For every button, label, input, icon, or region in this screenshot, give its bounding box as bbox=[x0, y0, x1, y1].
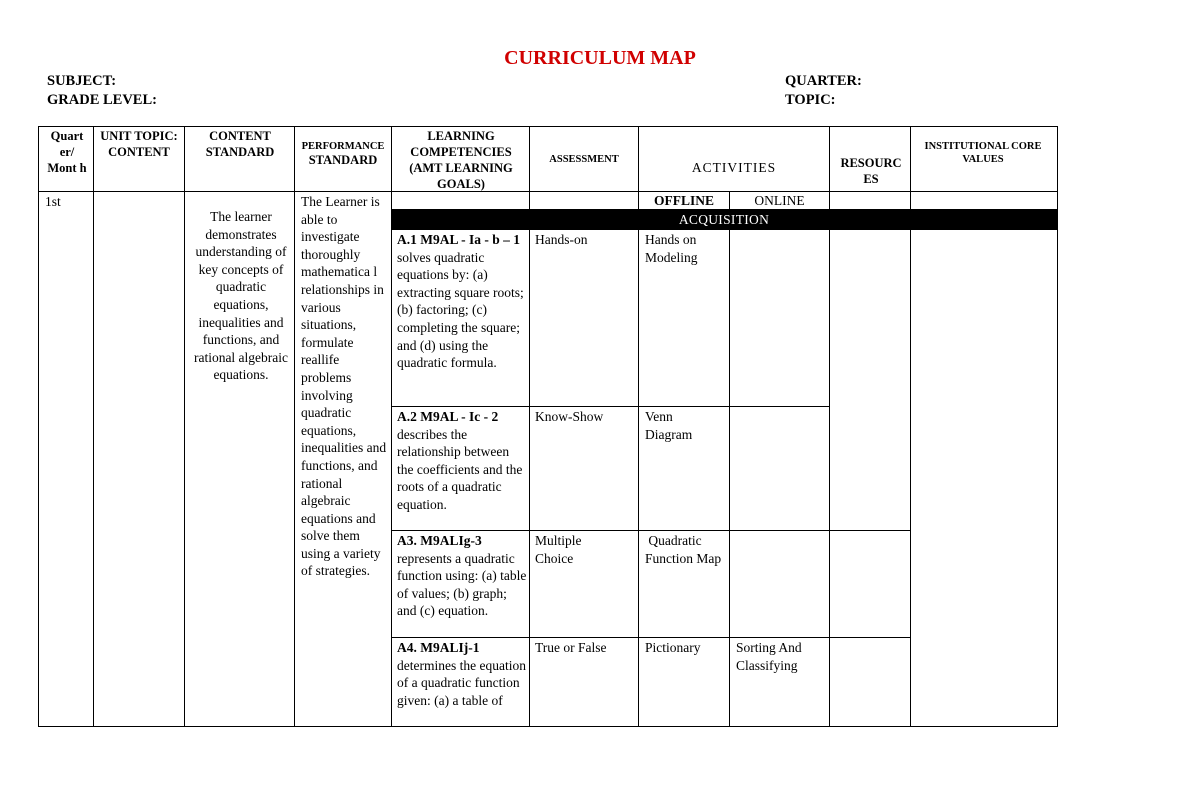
competency-cell bbox=[397, 408, 527, 530]
competency-description: describes the relationship between the coefficients and the roots of a quadratic equation. bbox=[397, 426, 523, 512]
content-standard-text: The learner demonstrates understanding of key concepts of quadratic equations, inequalities and functions, and rational algebraic equations. bbox=[193, 209, 289, 383]
competency-code: A.2 M9AL - Ic - 2 bbox=[397, 409, 499, 424]
competency-description: determines the equation of a quadratic function given: (a) a table of bbox=[397, 657, 526, 708]
header-learning-competencies: LEARNING COMPETENCIES (AMT LEARNING GOALS) bbox=[409, 129, 513, 191]
column-divider bbox=[638, 126, 639, 210]
header-quarter-month: Quart er/ Mont h bbox=[47, 129, 87, 175]
column-divider bbox=[829, 230, 830, 727]
offline-activity-cell: Pictionary bbox=[645, 640, 701, 655]
assessment-cell: Multiple Choice bbox=[535, 533, 582, 566]
competency-cell bbox=[397, 231, 527, 405]
assessment-cell: Hands-on bbox=[535, 232, 588, 247]
column-divider bbox=[910, 230, 911, 727]
header-offline: OFFLINE bbox=[653, 193, 714, 208]
row-divider bbox=[391, 637, 910, 638]
competency-cell bbox=[397, 639, 527, 725]
row-divider bbox=[391, 530, 910, 531]
header-performance-line1: PERFORMANCE bbox=[301, 141, 385, 152]
offline-activity-cell: Venn Diagram bbox=[645, 409, 693, 442]
header-activities: ACTIVITIES bbox=[691, 160, 777, 175]
column-divider bbox=[184, 126, 185, 727]
table-border bbox=[38, 126, 1058, 127]
header-content-standard: CONTENT STANDARD bbox=[205, 129, 275, 159]
column-divider bbox=[93, 126, 94, 727]
assessment-cell: Know-Show bbox=[535, 409, 604, 424]
competency-description: represents a quadratic function using: (a) table of values; (b) graph; and (c) equation. bbox=[397, 550, 527, 619]
page-title: CURRICULUM MAP bbox=[504, 47, 696, 69]
header-online: ONLINE bbox=[754, 193, 805, 208]
competency-code: A4. M9ALIj-1 bbox=[397, 640, 480, 655]
table-border bbox=[38, 726, 1058, 727]
competency-description: solves quadratic equations by: (a) extracting square roots; (b) factoring; (c) completing the square; and (d) using the quadratic formula. bbox=[397, 249, 524, 371]
grade-level-label: GRADE LEVEL: bbox=[47, 92, 157, 108]
performance-standard-text: The Learner is able to investigate thoroughly mathematica l relationships in various situations, formulate reallife problems involving quadratic equations, inequalities and functions, and rational algebraic equations and solve them using a variety of strategies. bbox=[301, 194, 387, 579]
header-performance-standard bbox=[296, 140, 390, 168]
column-divider bbox=[638, 230, 639, 727]
table-border bbox=[38, 191, 1058, 192]
column-divider bbox=[729, 230, 730, 727]
header-performance-line2: STANDARD bbox=[308, 153, 378, 167]
header-assessment: ASSESSMENT bbox=[549, 154, 619, 165]
header-core-values: INSTITUTIONAL CORE VALUES bbox=[924, 141, 1042, 165]
competency-cell bbox=[397, 532, 527, 637]
table-border bbox=[38, 126, 39, 727]
online-activity-cell: Sorting And Classifying bbox=[736, 640, 802, 673]
quarter-value: 1st bbox=[45, 194, 61, 209]
column-divider bbox=[294, 126, 295, 727]
column-divider bbox=[529, 126, 530, 210]
column-divider bbox=[829, 126, 830, 210]
column-divider bbox=[729, 191, 730, 210]
header-unit-topic: UNIT TOPIC: CONTENT bbox=[100, 129, 178, 159]
offline-activity-cell: Quadratic Function Map bbox=[645, 533, 722, 566]
quarter-label: QUARTER: bbox=[785, 73, 862, 89]
column-divider bbox=[529, 230, 530, 727]
header-resources: RESOURC ES bbox=[840, 156, 902, 186]
acquisition-banner: ACQUISITION bbox=[391, 210, 1057, 230]
offline-activity-cell: Hands on Modeling bbox=[645, 232, 698, 265]
assessment-cell: True or False bbox=[535, 640, 607, 655]
row-divider bbox=[391, 406, 829, 407]
table-border bbox=[1057, 126, 1058, 727]
subject-label: SUBJECT: bbox=[47, 73, 117, 89]
column-divider bbox=[910, 126, 911, 210]
topic-label: TOPIC: bbox=[785, 92, 836, 108]
competency-code: A.1 M9AL - Ia - b – 1 bbox=[397, 232, 521, 247]
competency-code: A3. M9ALIg-3 bbox=[397, 533, 482, 548]
